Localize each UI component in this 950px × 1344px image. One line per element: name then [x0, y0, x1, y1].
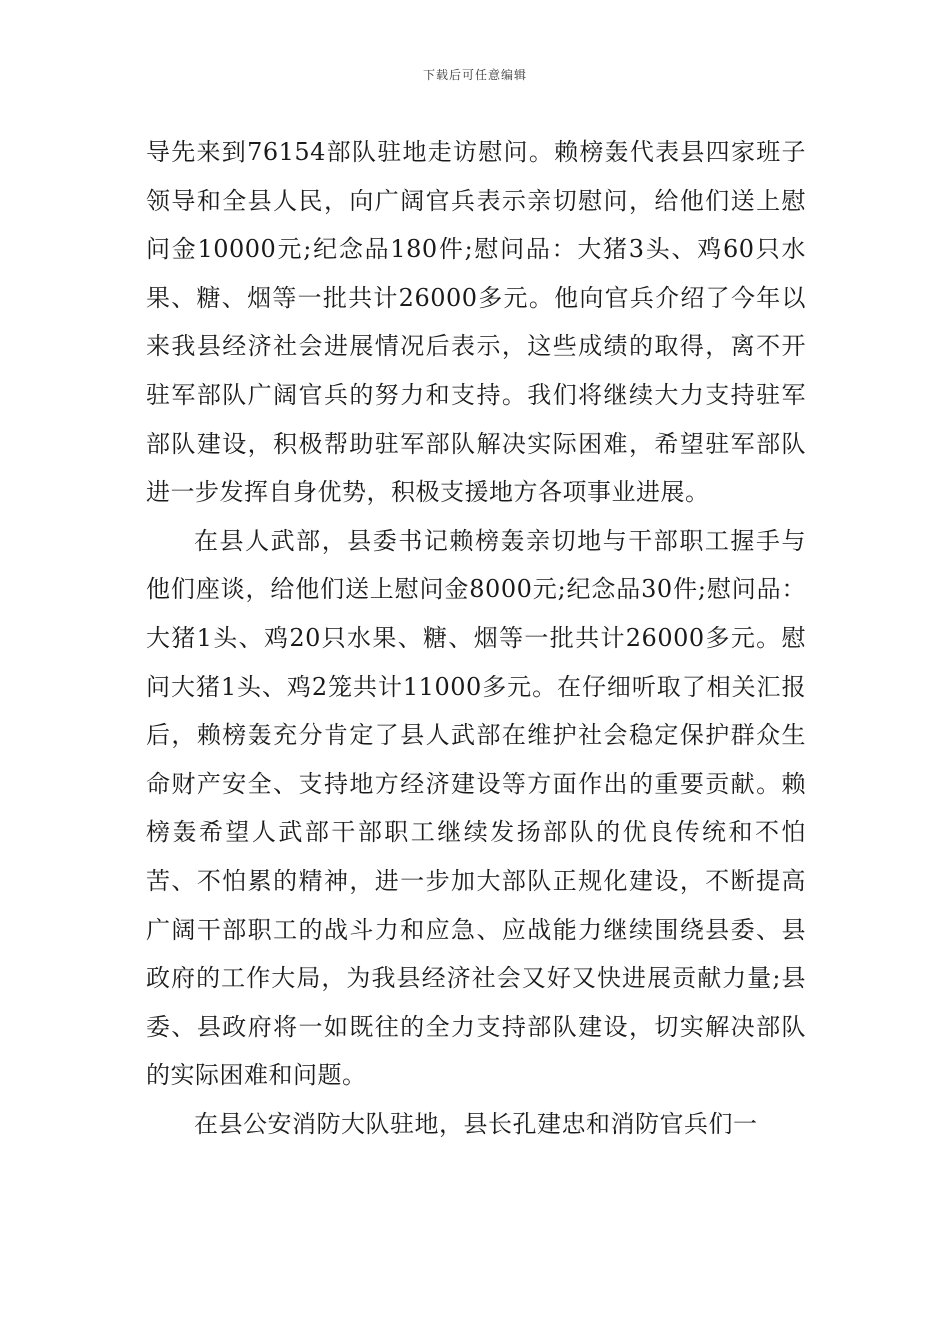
paragraph-continued: 导先来到76154部队驻地走访慰问。赖榜轰代表县四家班子领导和全县人民，向广阔官兵表示亲切慰问，给他们送上慰问金10000元;纪念品180件;慰问品：大猪3头、鸡60只水果、糖、烟等一批共计26000多元。他向官兵介绍了今年以来我县经济社会进展情况后表示，这些成绩的取得，离不开驻军部队广阔官兵的努力和支持。我们将继续大力支持驻军部队建设，积极帮助驻军部队解决实际困难，希望驻军部队进一步发挥自身优势，积极支援地方各项事业进展。 [146, 138, 806, 507]
document-body [146, 128, 806, 1148]
paragraph-armed-forces-dept: 在县人武部，县委书记赖榜轰亲切地与干部职工握手与他们座谈，给他们送上慰问金8000元;纪念品30件;慰问品：大猪1头、鸡20只水果、糖、烟等一批共计26000多元。慰问大猪1头、鸡2笼共计11000多元。在仔细听取了相关汇报后，赖榜轰充分肯定了县人武部在维护社会稳定保护群众生命财产安全、支持地方经济建设等方面作出的重要贡献。赖榜轰希望人武部干部职工继续发扬部队的优良传统和不怕苦、不怕累的精神，进一步加大部队正规化建设，不断提高广阔干部职工的战斗力和应急、应战能力继续围绕县委、县政府的工作大局，为我县经济社会又好又快进展贡献力量;县委、县政府将一如既往的全力支持部队建设，切实解决部队的实际困难和问题。 [146, 526, 806, 1090]
paragraph-fire-brigade: 在县公安消防大队驻地，县长孔建忠和消防官兵们一 [194, 1109, 758, 1138]
page-header: 下载后可任意编辑 [422, 68, 527, 82]
